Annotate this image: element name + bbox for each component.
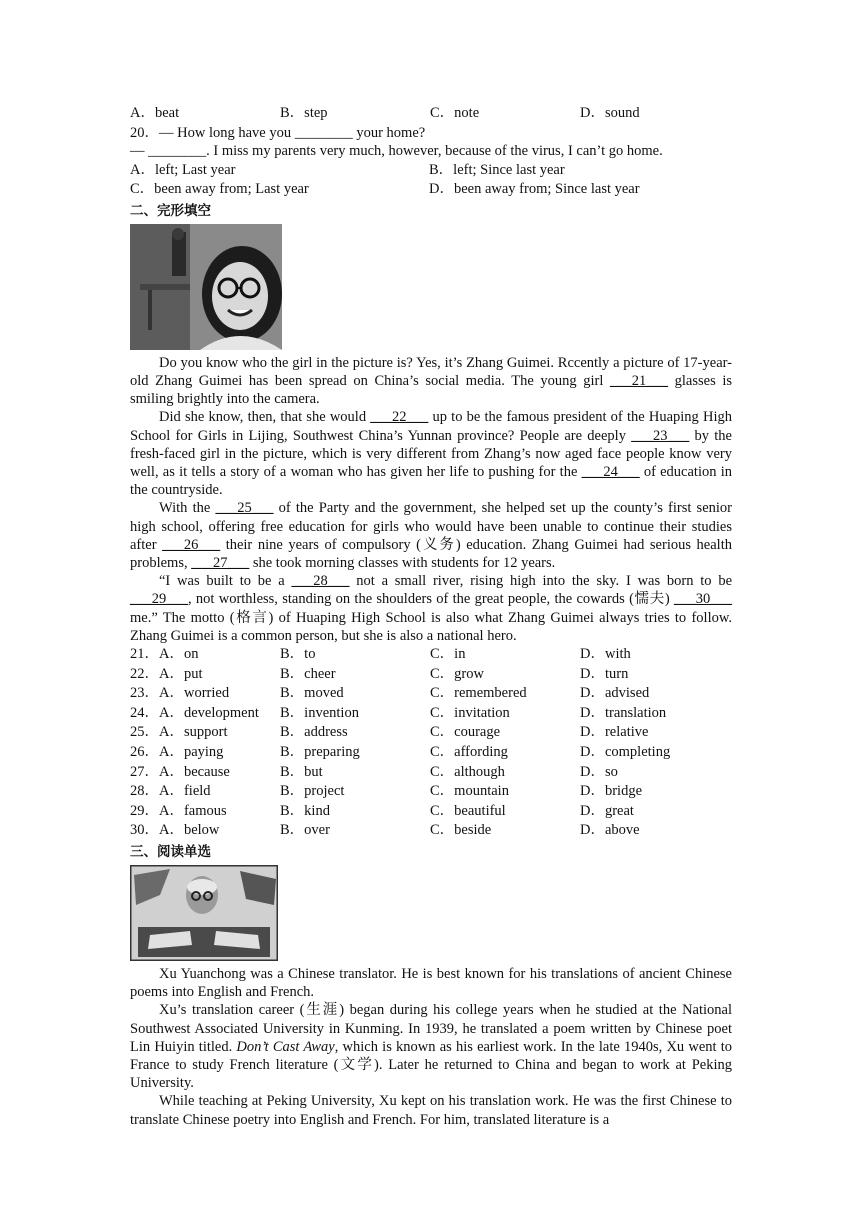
blank-21: ___21___ bbox=[610, 372, 669, 389]
question-option: B．cheer bbox=[280, 665, 336, 682]
question-option: D．so bbox=[580, 763, 618, 780]
q19-option-d: D．sound bbox=[580, 105, 640, 121]
question-option: 23．A．worried bbox=[130, 685, 230, 702]
question-option: 22．A．put bbox=[130, 665, 203, 682]
question-option: B．but bbox=[280, 763, 323, 780]
question-option: 27．A．because bbox=[130, 763, 230, 780]
blank-25: ___25___ bbox=[215, 500, 274, 517]
q20-option-c: C．been away from; Last year bbox=[130, 181, 309, 198]
section2-paragraph-3: With the ___25___ of the Party and the government, she helped set up the county’s first senior high school, offering free education for girls who would have been unable to continue their studies after ___26___ their nine years of compulsory (义务) education. Zhang Guimei had serious health problems, ___27___ she took morning classes with students for 12 years. bbox=[130, 500, 732, 572]
question-option: C．beautiful bbox=[430, 802, 506, 819]
q20-reply: — ________. I miss my parents very much, however, because of the virus, I can’t go home. bbox=[130, 143, 663, 160]
question-option: B．moved bbox=[280, 685, 344, 702]
q20-stem: 20．— How long have you ________ your home? bbox=[130, 124, 426, 141]
question-option: B．project bbox=[280, 783, 345, 800]
question-option: C．courage bbox=[430, 724, 501, 741]
question-row bbox=[130, 743, 732, 763]
question-option: D．relative bbox=[580, 724, 649, 741]
section2-paragraph-2: Did she know, then, that she would ___22___ up to be the famous president of the Huaping High School for Girls in Lijing, Southwest China’s Yunnan province? People are deeply ___23___ by the fresh-faced girl in the picture, which is very different from Zhang’s now aged face people know very well, as it tells a story of a woman who has given her life to pushing for the ___24___ of education in the countryside. bbox=[130, 409, 732, 499]
q19-option-b: B．step bbox=[280, 105, 328, 121]
q20-option-d: D．been away from; Since last year bbox=[429, 181, 640, 198]
question-row bbox=[130, 763, 732, 783]
blank-29: ___29___ bbox=[130, 591, 188, 608]
question-row bbox=[130, 723, 732, 743]
q20-option-b: B．left; Since last year bbox=[429, 161, 565, 178]
question-option: 28．A．field bbox=[130, 783, 211, 800]
question-option: C．beside bbox=[430, 822, 492, 839]
xu-yuanchong-photo bbox=[130, 865, 278, 961]
question-option: D．bridge bbox=[580, 783, 643, 800]
question-option: D．translation bbox=[580, 704, 667, 721]
question-option: C．remembered bbox=[430, 685, 527, 702]
poem-title: Don’t Cast Away bbox=[236, 1038, 335, 1055]
question-option: B．to bbox=[280, 646, 316, 663]
question-option: 29．A．famous bbox=[130, 802, 227, 819]
question-option: C．affording bbox=[430, 744, 508, 760]
section3-paragraph-3: While teaching at Peking University, Xu kept on his translation work. He was the first Chinese to translate Chinese poetry into English and French. For him, translated literature is a bbox=[130, 1093, 732, 1128]
question-option: D．completing bbox=[580, 744, 671, 760]
question-option: 25．A．support bbox=[130, 724, 228, 741]
question-option: B．preparing bbox=[280, 744, 360, 760]
blank-23: ___23___ bbox=[631, 427, 690, 444]
question-option: D．great bbox=[580, 802, 634, 819]
question-option: C．invitation bbox=[430, 704, 510, 721]
question-option: B．kind bbox=[280, 802, 330, 819]
q19-option-c: C．note bbox=[430, 105, 480, 121]
question-row bbox=[130, 684, 732, 704]
q20-options-row1 bbox=[130, 161, 732, 181]
section3-heading: 三、阅读单选 bbox=[130, 843, 211, 860]
blank-27: ___27___ bbox=[191, 555, 250, 572]
question-option: 24．A．development bbox=[130, 704, 259, 721]
section3-paragraph-1: Xu Yuanchong was a Chinese translator. He is best known for his translations of ancient Chinese poems into English and French. bbox=[130, 965, 732, 1001]
question-option: 21．A．on bbox=[130, 646, 199, 663]
q20-options-row2 bbox=[130, 180, 732, 200]
question-option: C．in bbox=[430, 646, 466, 663]
question-option: D．with bbox=[580, 646, 631, 663]
question-option: D．advised bbox=[580, 685, 650, 702]
q20-option-a: A．left; Last year bbox=[130, 161, 236, 178]
blank-22: ___22___ bbox=[370, 409, 429, 426]
question-option: C．although bbox=[430, 763, 505, 780]
blank-28: ___28___ bbox=[291, 573, 350, 590]
question-option: B．over bbox=[280, 822, 330, 839]
question-option: C．mountain bbox=[430, 783, 509, 800]
question-option: 26．A．paying bbox=[130, 744, 224, 760]
question-option: D．above bbox=[580, 822, 640, 839]
q19-option-a: A．beat bbox=[130, 105, 180, 121]
question-row bbox=[130, 782, 732, 802]
question-row bbox=[130, 802, 732, 822]
question-option: C．grow bbox=[430, 665, 484, 682]
question-option: B．address bbox=[280, 724, 348, 741]
zhang-guimei-photo bbox=[130, 224, 282, 350]
question-row bbox=[130, 821, 732, 841]
section3-paragraph-2: Xu’s translation career (生涯) began during his college years when he studied at the National Southwest Associated University in Kunming. In 1939, he translated a poem written by Chinese poet Lin Huiyin titled. Don’t Cast Away, which is known as his earliest work. In the late 1940s, Xu went to France to study French literature (文学). Later he returned to China and began to work at Peking University. bbox=[130, 1002, 733, 1092]
exam-page bbox=[130, 104, 732, 1129]
question-row bbox=[130, 665, 732, 685]
question-row bbox=[130, 704, 732, 724]
section2-paragraph-1: Do you know who the girl in the picture is? Yes, it’s Zhang Guimei. Rccently a picture of 17-year-old Zhang Guimei has been spread on China’s social media. The young girl ___21___ glasses is smiling brightly into the camera. bbox=[130, 354, 733, 408]
question-option: B．invention bbox=[280, 704, 359, 721]
q19-options bbox=[130, 104, 732, 124]
cloze-options-list bbox=[130, 645, 732, 841]
section2-paragraph-4: “I was built to be a ___28___ not a small river, rising high into the sky. I was born to be ___29___, not worthless, standing on the shoulders of the great people, the cowards (懦夫) ___30___ me.” The motto (格言) of Huaping High School is also what Zhang Guimei always tries to follow. Zhang Guimei is a common person, but she is also a national hero. bbox=[130, 573, 732, 644]
question-row bbox=[130, 645, 732, 665]
blank-26: ___26___ bbox=[162, 536, 221, 553]
section2-heading: 二、完形填空 bbox=[130, 202, 211, 219]
blank-30: ___30___ bbox=[674, 591, 732, 608]
question-option: 30．A．below bbox=[130, 822, 220, 839]
question-option: D．turn bbox=[580, 665, 629, 682]
blank-24: ___24___ bbox=[581, 464, 640, 480]
